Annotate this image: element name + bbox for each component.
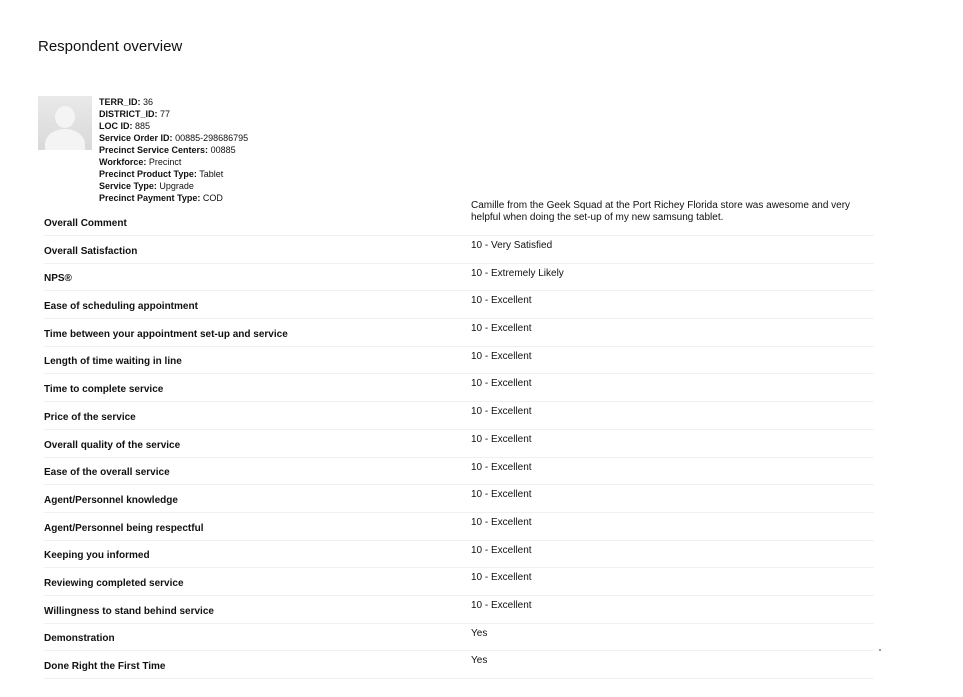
table-row <box>44 402 874 430</box>
field-label: Precinct Product Type: <box>99 169 197 179</box>
survey-table <box>44 198 874 679</box>
table-row <box>44 458 874 486</box>
field-value: 885 <box>135 121 151 131</box>
answer-value: 10 - Excellent <box>471 461 532 473</box>
question-label: Price of the service <box>44 411 136 423</box>
field-value: 77 <box>160 109 171 119</box>
field-label: TERR_ID: <box>99 97 141 107</box>
answer-value: 10 - Excellent <box>471 544 532 556</box>
question-label: Done Right the First Time <box>44 661 166 672</box>
field-label: LOC ID: <box>99 121 133 131</box>
answer-value: 10 - Excellent <box>471 378 532 390</box>
table-row <box>44 264 874 292</box>
table-row <box>44 347 874 375</box>
question-label: Overall Comment <box>44 218 127 229</box>
table-row <box>44 485 874 513</box>
field-label: DISTRICT_ID: <box>99 109 158 119</box>
field-label: Workforce: <box>99 157 147 167</box>
field-value: 00885 <box>210 145 236 155</box>
answer-value: 10 - Excellent <box>471 295 532 307</box>
answer-value: 10 - Extremely Likely <box>471 267 564 279</box>
question-label: Ease of scheduling appointment <box>44 301 198 313</box>
field-value: Precinct <box>148 157 182 167</box>
question-label: Overall Satisfaction <box>44 245 138 257</box>
question-label: Agent/Personnel being respectful <box>44 522 204 534</box>
respondent-field <box>99 144 248 156</box>
question-label: Overall quality of the service <box>44 439 181 451</box>
field-label: Precinct Service Centers: <box>99 145 209 155</box>
answer-value: 10 - Excellent <box>471 406 532 418</box>
question-label: Agent/Personnel knowledge <box>44 494 178 506</box>
avatar-placeholder-icon <box>38 96 92 150</box>
respondent-info <box>99 96 248 204</box>
respondent-field <box>99 156 248 168</box>
answer-value: 10 - Excellent <box>471 489 532 501</box>
question-label: Keeping you informed <box>44 550 150 562</box>
table-row <box>44 198 874 236</box>
field-label: Service Type: <box>99 181 157 191</box>
question-label: Ease of the overall service <box>44 467 170 479</box>
question-label: Reviewing completed service <box>44 577 184 589</box>
page-title: Respondent overview <box>38 38 183 55</box>
table-row <box>44 430 874 458</box>
comment-text: Camille from the Geek Squad at the Port Richey Florida store was awesome and very helpful when doing the set-up of my new samsung tablet. <box>471 200 851 223</box>
field-value: Upgrade <box>159 181 194 191</box>
question-label: Time to complete service <box>44 384 164 396</box>
respondent-field <box>99 120 248 132</box>
respondent-field <box>99 168 248 180</box>
question-label: Demonstration <box>44 633 115 645</box>
answer-value: 10 - Excellent <box>471 516 532 528</box>
table-row <box>44 513 874 541</box>
table-row <box>44 624 874 652</box>
answer-value: 10 - Excellent <box>471 599 532 611</box>
respondent-field <box>99 132 248 144</box>
table-row <box>44 291 874 319</box>
respondent-field <box>99 108 248 120</box>
answer-value: 10 - Excellent <box>471 323 532 335</box>
field-value: 36 <box>143 97 154 107</box>
table-row <box>44 319 874 347</box>
answer-value: 10 - Excellent <box>471 572 532 584</box>
table-row <box>44 596 874 624</box>
field-value: Tablet <box>199 169 224 179</box>
table-row <box>44 236 874 264</box>
question-label: Length of time waiting in line <box>44 356 182 368</box>
field-value: COD <box>202 193 223 203</box>
field-value: 00885-298686795 <box>175 133 249 143</box>
table-row <box>44 541 874 569</box>
respondent-field <box>99 96 248 108</box>
answer-value: Yes <box>471 655 488 667</box>
answer-value: 10 - Excellent <box>471 350 532 362</box>
answer-value: 10 - Excellent <box>471 433 532 445</box>
table-row <box>44 568 874 596</box>
answer-value: Yes <box>471 627 488 639</box>
scan-speck <box>879 649 881 651</box>
field-label: Precinct Payment Type: <box>99 193 201 203</box>
respondent-field <box>99 180 248 192</box>
field-label: Service Order ID: <box>99 133 173 143</box>
table-row <box>44 374 874 402</box>
answer-value: 10 - Very Satisfied <box>471 240 553 251</box>
question-label: Time between your appointment set-up and service <box>44 328 288 340</box>
question-label: Willingness to stand behind service <box>44 605 214 617</box>
table-row <box>44 651 874 679</box>
question-label: NPS® <box>44 273 72 285</box>
